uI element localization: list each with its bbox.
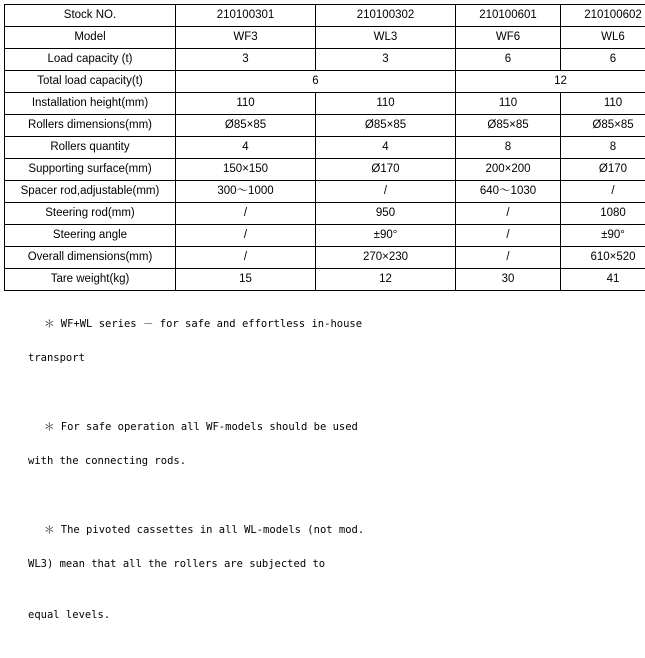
table-cell: 210100601 <box>456 5 561 27</box>
footnote-item <box>6 402 645 504</box>
table-cell: 4 <box>176 137 316 159</box>
table-cell: WF3 <box>176 27 316 49</box>
footnote-text-continued: WL3) mean that all the rollers are subjected to <box>6 556 645 573</box>
table-row <box>5 159 645 181</box>
footnote-text: ＊ The pivoted cassettes in all WL-models (not mod. <box>44 524 364 536</box>
row-label: Rollers quantity <box>5 137 176 159</box>
footnote-text-continued: with the connecting rods. <box>6 453 645 470</box>
table-cell: / <box>456 247 561 269</box>
table-cell: 270×230 <box>316 247 456 269</box>
table-cell: / <box>561 181 645 203</box>
table-row <box>5 181 645 203</box>
table-row <box>5 49 645 71</box>
table-cell: / <box>456 203 561 225</box>
row-label: Installation height(mm) <box>5 93 176 115</box>
footnotes <box>6 299 645 658</box>
table-cell: 1080 <box>561 203 645 225</box>
table-cell: WL6 <box>561 27 645 49</box>
table-cell-merged: 6 <box>176 71 456 93</box>
table-cell: 30 <box>456 269 561 291</box>
table-cell: / <box>316 181 456 203</box>
table-cell: 210100301 <box>176 5 316 27</box>
table-cell: WL3 <box>316 27 456 49</box>
footnote-text: ＊ For safe operation all WF-models should be used <box>44 421 358 433</box>
table-cell: / <box>176 225 316 247</box>
row-label: Spacer rod,adjustable(mm) <box>5 181 176 203</box>
table-cell: / <box>456 225 561 247</box>
row-label: Steering angle <box>5 225 176 247</box>
table-cell: 610×520 <box>561 247 645 269</box>
table-row <box>5 269 645 291</box>
row-label: Overall dimensions(mm) <box>5 247 176 269</box>
table-cell: 110 <box>316 93 456 115</box>
row-label: Total load capacity(t) <box>5 71 176 93</box>
table-cell: 3 <box>176 49 316 71</box>
table-body <box>5 5 645 291</box>
row-label: Steering rod(mm) <box>5 203 176 225</box>
table-cell: 8 <box>561 137 645 159</box>
table-cell: 41 <box>561 269 645 291</box>
table-cell: 110 <box>176 93 316 115</box>
footnote-text-continued: equal levels. <box>6 607 645 624</box>
table-cell: Ø85×85 <box>561 115 645 137</box>
table-cell: Ø85×85 <box>176 115 316 137</box>
table-row <box>5 27 645 49</box>
table-row <box>5 5 645 27</box>
table-cell: 12 <box>316 269 456 291</box>
row-label: Model <box>5 27 176 49</box>
table-cell: Ø85×85 <box>456 115 561 137</box>
table-cell: 210100602 <box>561 5 645 27</box>
table-cell-merged: 12 <box>456 71 645 93</box>
table-cell: 6 <box>561 49 645 71</box>
table-cell: WF6 <box>456 27 561 49</box>
table-row <box>5 247 645 269</box>
table-cell: 110 <box>561 93 645 115</box>
footnote-item <box>6 505 645 658</box>
table-row <box>5 115 645 137</box>
table-cell: 210100302 <box>316 5 456 27</box>
table-cell: / <box>176 203 316 225</box>
row-label: Load capacity (t) <box>5 49 176 71</box>
row-label: Rollers dimensions(mm) <box>5 115 176 137</box>
table-cell: Ø170 <box>561 159 645 181</box>
table-cell: Ø170 <box>316 159 456 181</box>
table-cell: 950 <box>316 203 456 225</box>
table-cell: 3 <box>316 49 456 71</box>
table-cell: 200×200 <box>456 159 561 181</box>
table-row <box>5 137 645 159</box>
footnote-text-continued: transport <box>6 350 645 367</box>
table-cell: 4 <box>316 137 456 159</box>
footnote-item <box>6 299 645 401</box>
specifications-table <box>4 4 645 291</box>
table-cell: 15 <box>176 269 316 291</box>
spec-sheet-page <box>0 4 645 431</box>
table-cell: Ø85×85 <box>316 115 456 137</box>
footnote-text: ＊ WF+WL series － for safe and effortless in-house <box>44 318 362 330</box>
row-label: Tare weight(kg) <box>5 269 176 291</box>
table-cell: ±90° <box>316 225 456 247</box>
table-cell: 150×150 <box>176 159 316 181</box>
row-label: Supporting surface(mm) <box>5 159 176 181</box>
table-cell: 6 <box>456 49 561 71</box>
row-label: Stock NO. <box>5 5 176 27</box>
table-cell: ±90° <box>561 225 645 247</box>
table-row <box>5 71 645 93</box>
table-cell: / <box>176 247 316 269</box>
table-cell: 110 <box>456 93 561 115</box>
table-row <box>5 203 645 225</box>
table-row <box>5 225 645 247</box>
table-cell: 8 <box>456 137 561 159</box>
table-row <box>5 93 645 115</box>
table-cell: 640～1030 <box>456 181 561 203</box>
table-cell: 300～1000 <box>176 181 316 203</box>
